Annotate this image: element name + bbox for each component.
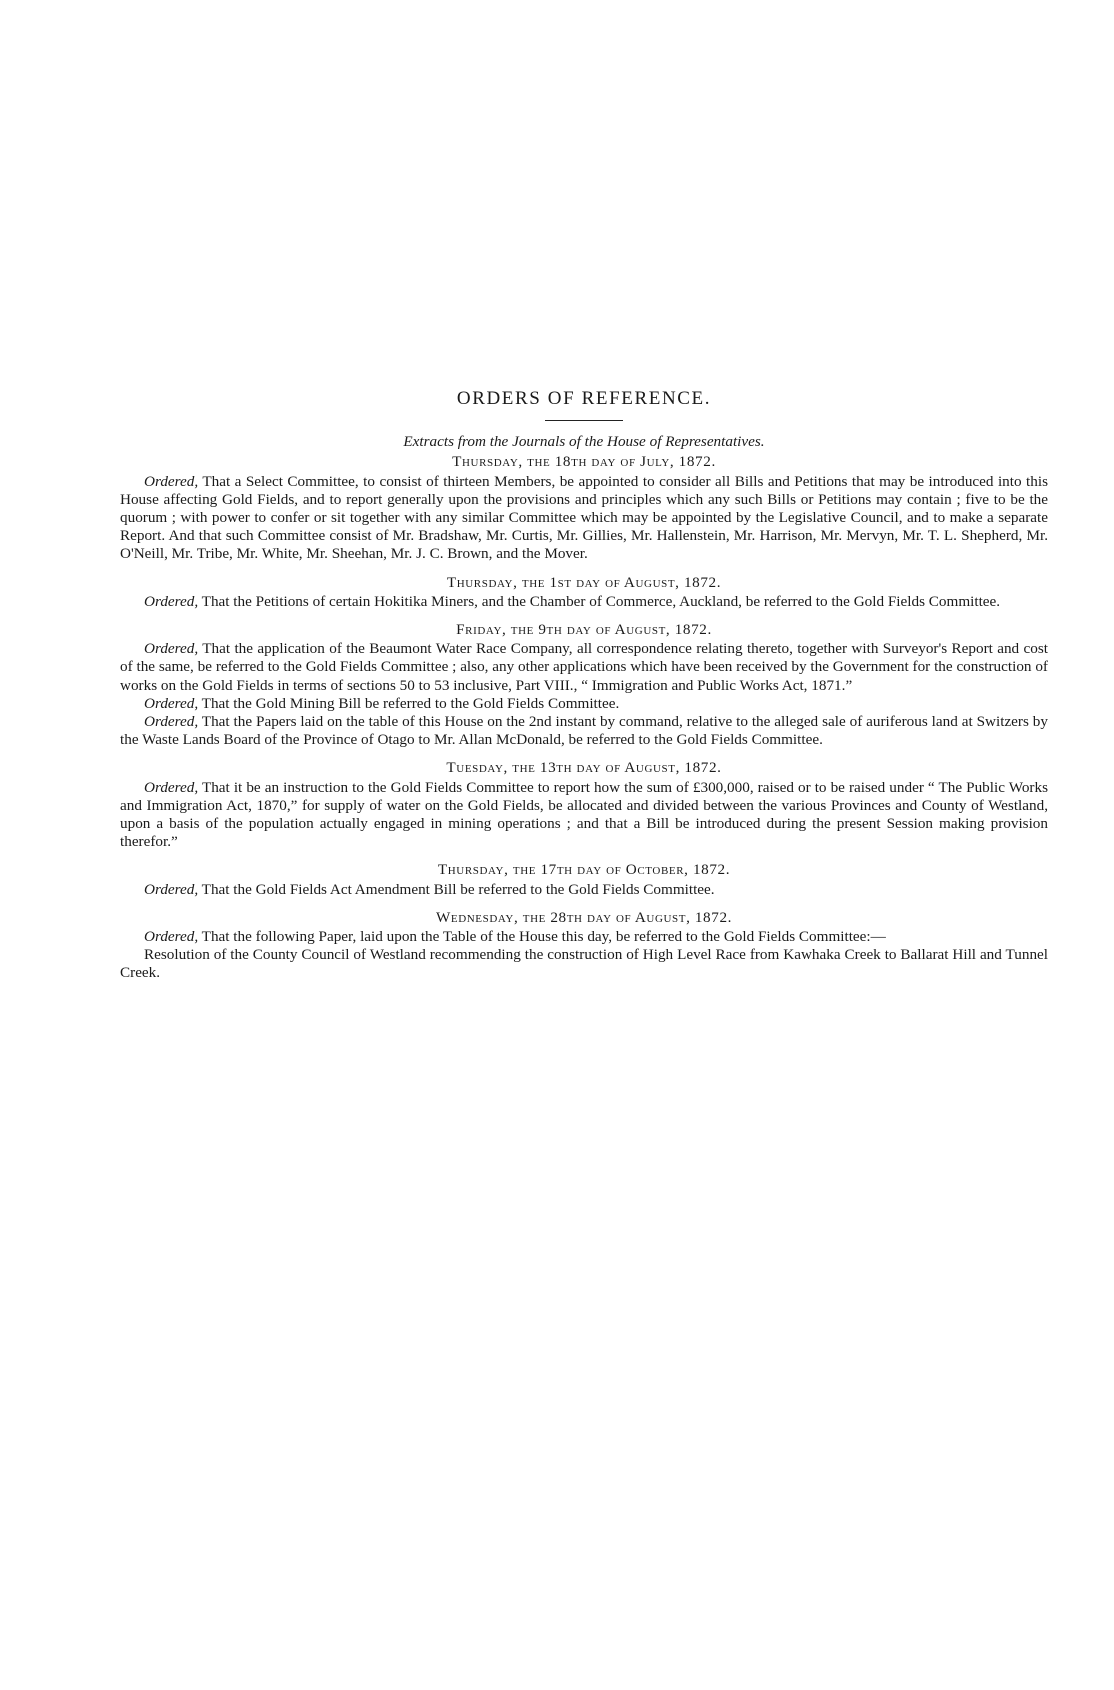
order-paragraph [120, 779, 1048, 852]
ordered-lead: Ordered, [144, 472, 199, 490]
page-subtitle: Extracts from the Journals of the House of Representatives. [403, 433, 765, 451]
order-text: That the Gold Mining Bill be referred to the Gold Fields Committee. [201, 694, 620, 712]
order-text: That a Select Committee, to consist of thirteen Members, be appointed to consider all Bills and Petitions that may be introduced into this House affecting Gold Fields, and to report generally upon the provisions and principles which any such Bills or Petitions may contain ; five to be the quorum ; with power to confer or sit together with any similar Committee which may be appointed by the Legislative Council, and to make a separate Report. And that such Committee consist of Mr. Bradshaw, Mr. Curtis, Mr. Gillies, Mr. Hallenstein, Mr. Harrison, Mr. Mervyn, Mr. T. L. Shepherd, Mr. O'Neill, Mr. Tribe, Mr. White, Mr. Sheehan, Mr. J. C. Brown, and the Mover. [120, 472, 1048, 563]
order-text: That it be an instruction to the Gold Fields Committee to report how the sum of £300,000, raised or to be raised under “ The Public Works and Immigration Act, 1870,” for supply of water on the Gold Fields, be allocated and divided between the various Provinces and County of Westland, upon a basis of the population actually engaged in mining operations ; and that a Bill be introduced during the present Session making provision therefor.” [120, 778, 1048, 851]
ordered-lead: Ordered, [144, 694, 199, 712]
ordered-lead: Ordered, [144, 713, 199, 731]
section-date: Friday, the 9th day of August, 1872. [456, 621, 712, 639]
order-text: That the application of the Beaumont Water Race Company, all correspondence relating thereto, together with Surveyor's Report and cost of the same, be referred to the Gold Fields Committee ; also, any other applications which have been received by the Government for the construction of works on the Gold Fields in terms of sections 50 to 53 inclusive, Part VIII., “ Immigration and Public Works Act, 1871.” [120, 640, 1048, 694]
section-date: Thursday, the 18th day of July, 1872. [452, 453, 716, 471]
order-text: That the Papers laid on the table of this House on the 2nd instant by command, relative to the alleged sale of auriferous land at Switzers by the Waste Lands Board of the Province of Otago to Mr. Allan McDonald, be referred to the Gold Fields Committee. [120, 713, 1048, 749]
order-paragraph [120, 640, 1048, 695]
section-date: Thursday, the 1st day of August, 1872. [446, 573, 722, 591]
ordered-lead: Ordered, [144, 592, 199, 610]
order-text: That the Petitions of certain Hokitika Miners, and the Chamber of Commerce, Auckland, be referred to the Gold Fields Committee. [201, 592, 1001, 610]
ordered-lead: Ordered, [144, 778, 199, 796]
page-title: ORDERS OF REFERENCE. [456, 388, 712, 409]
order-text: That the following Paper, laid upon the Table of the House this day, be referred to the Gold Fields Committee:— [201, 928, 886, 946]
order-paragraph [120, 593, 1048, 611]
ordered-lead: Ordered, [144, 880, 199, 898]
resolution-text: Resolution of the County Council of Westland recommending the construction of High Level Race from Kawhaka Creek to Ballarat Hill and Tunnel Creek. [120, 946, 1048, 982]
order-paragraph [120, 713, 1048, 749]
title-rule [545, 420, 623, 421]
resolution-paragraph [120, 946, 1048, 982]
document-page [120, 390, 1048, 983]
section-date: Thursday, the 17th day of October, 1872. [437, 861, 731, 879]
order-text: That the Gold Fields Act Amendment Bill be referred to the Gold Fields Committee. [201, 880, 715, 898]
order-paragraph [120, 881, 1048, 899]
section-date: Wednesday, the 28th day of August, 1872. [435, 908, 733, 926]
ordered-lead: Ordered, [144, 640, 199, 658]
order-paragraph [120, 928, 1048, 946]
section-date: Tuesday, the 13th day of August, 1872. [446, 759, 722, 777]
order-paragraph [120, 695, 1048, 713]
ordered-lead: Ordered, [144, 928, 199, 946]
order-paragraph [120, 473, 1048, 564]
